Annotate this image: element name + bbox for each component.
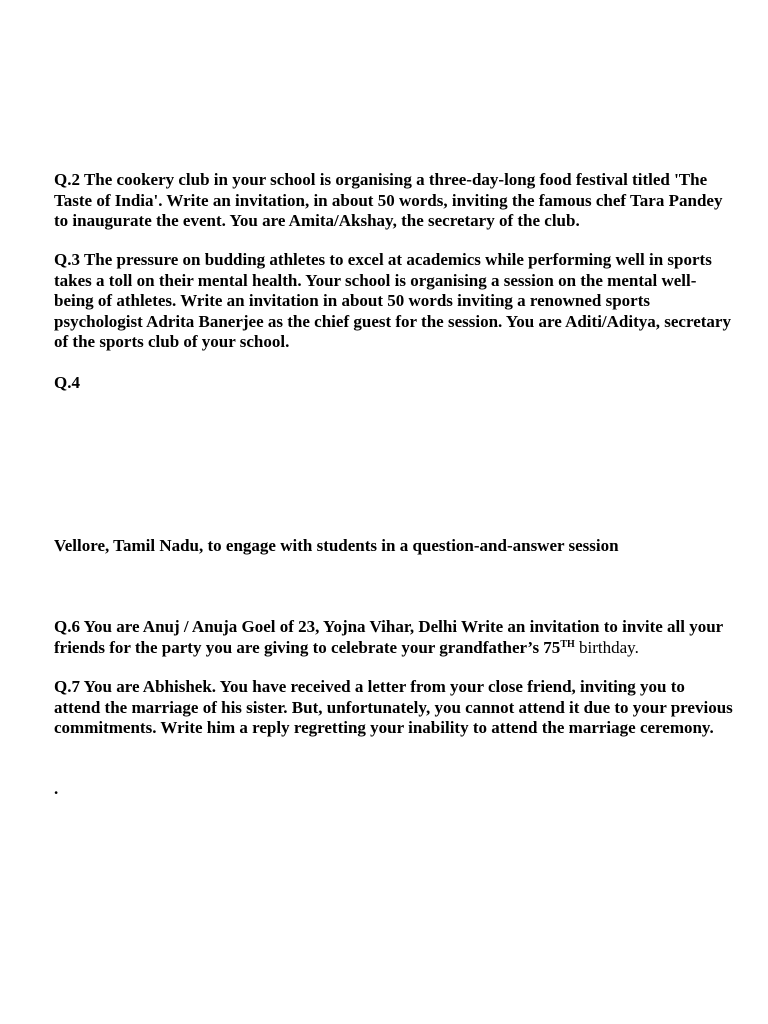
question-4: [54, 373, 734, 394]
trailing-period: [54, 779, 734, 800]
question-6: [54, 617, 734, 658]
question-text: You are Abhishek. You have received a letter from your close friend, inviting you to attend the marriage of his sister. But, unfortunately, you cannot attend it due to your previous commitments. Write him a reply regretting your inability to attend the marriage ceremony.: [54, 677, 733, 737]
trailing-mark: .: [54, 779, 59, 798]
question-number: Q.3: [54, 250, 80, 269]
question-number: Q.4: [54, 373, 80, 392]
question-number: Q.7: [54, 677, 80, 696]
question-text-tail: birthday.: [574, 637, 639, 657]
ordinal-superscript: TH: [560, 638, 575, 650]
question-fragment: [54, 536, 734, 557]
question-number: Q.2: [54, 170, 80, 189]
question-7: [54, 677, 734, 739]
fragment-text: Vellore, Tamil Nadu, to engage with students in a question-and-answer session: [54, 536, 619, 555]
question-text: The cookery club in your school is organising a three-day-long food festival titled 'The Taste of India'. Write an invitation, in about 50 words, inviting the famous chef Tara Pandey to inaugurate the event. You are Amita/Akshay, the secretary of the club.: [54, 170, 723, 230]
question-number: Q.6: [54, 617, 80, 636]
question-text: The pressure on budding athletes to excel at academics while performing well in sports takes a toll on their mental health. Your school is organising a session on the mental well-being of athletes. Write an invitation in about 50 words inviting a renowned sports psychologist Adrita Banerjee as the chief guest for the session. You are Aditi/Aditya, secretary of the sports club of your school.: [54, 250, 731, 351]
question-text: You are Anuj / Anuja Goel of 23, Yojna Vihar, Delhi Write an invitation to invite all your friends for the party you are giving to celebrate your grandfather’s 75: [54, 617, 723, 657]
question-2: [54, 170, 734, 232]
question-3: [54, 250, 734, 353]
